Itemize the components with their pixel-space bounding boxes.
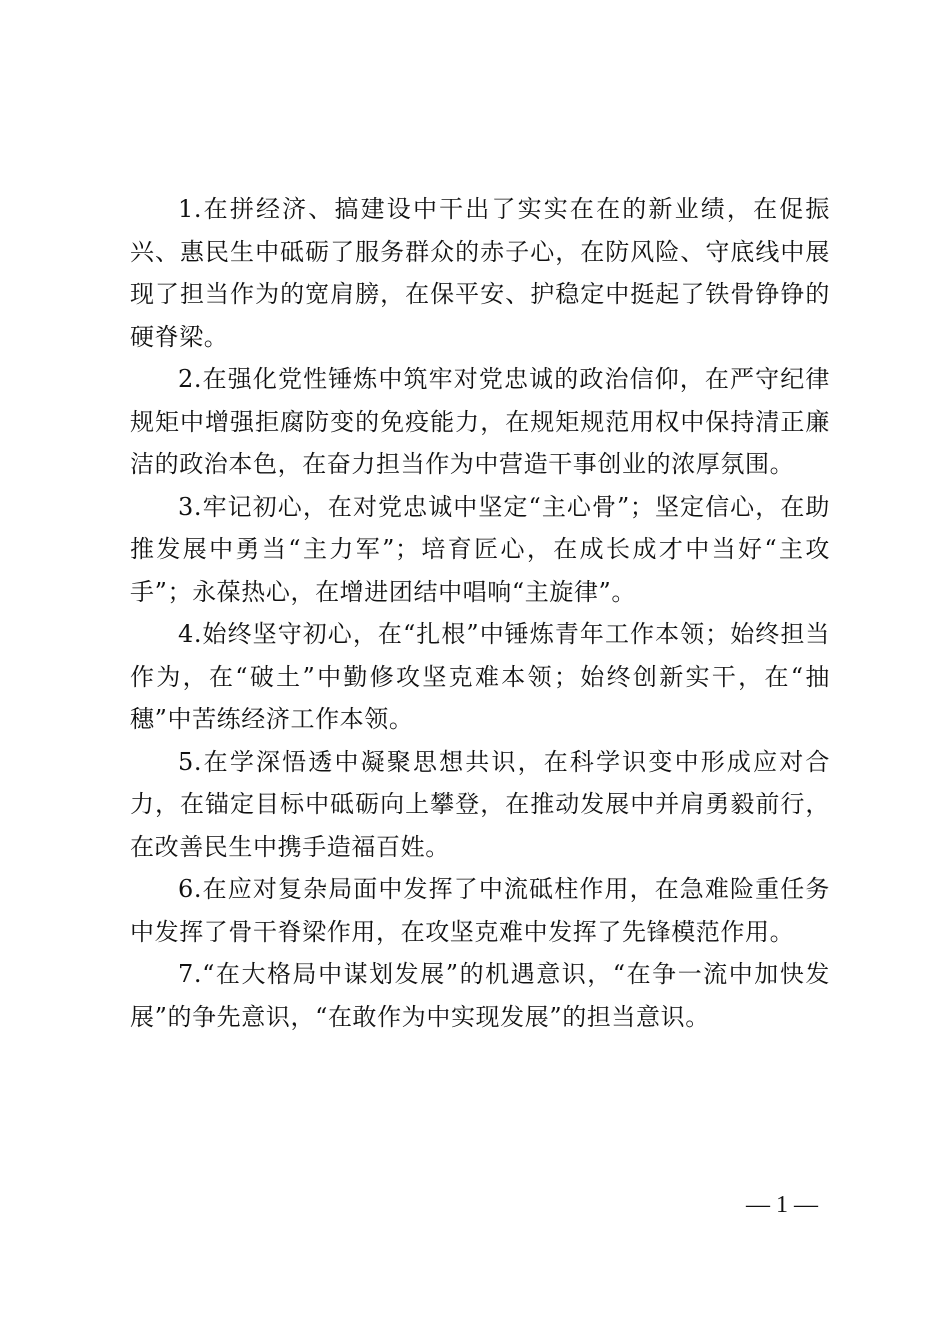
- paragraph-7: 7.“在大格局中谋划发展”的机遇意识，“在争一流中加快发展”的争先意识，“在敢作为中实现发展”的担当意识。: [130, 960, 830, 1031]
- paragraph-1: 1.在拼经济、搞建设中干出了实实在在的新业绩，在促振兴、惠民生中砥砺了服务群众的赤子心，在防风险、守底线中展现了担当作为的宽肩膀，在保平安、护稳定中挺起了铁骨铮铮的硬脊梁。: [130, 195, 830, 351]
- paragraph-5: 5.在学深悟透中凝聚思想共识，在科学识变中形成应对合力，在锚定目标中砥砺向上攀登，在推动发展中并肩勇毅前行，在改善民生中携手造福百姓。: [130, 747, 830, 861]
- document-body: [130, 188, 830, 1038]
- paragraph-6: 6.在应对复杂局面中发挥了中流砥柱作用，在急难险重任务中发挥了骨干脊梁作用，在攻坚克难中发挥了先锋模范作用。: [130, 875, 830, 946]
- paragraph-2: 2.在强化党性锤炼中筑牢对党忠诚的政治信仰，在严守纪律规矩中增强拒腐防变的免疫能力，在规矩规范用权中保持清正廉洁的政治本色，在奋力担当作为中营造干事创业的浓厚氛围。: [130, 365, 830, 478]
- page-number: — 1 —: [746, 1192, 818, 1218]
- paragraph-3: 3.牢记初心，在对党忠诚中坚定“主心骨”；坚定信心，在助推发展中勇当“主力军”；培育匠心，在成长成才中当好“主攻手”；永葆热心，在增进团结中唱响“主旋律”。: [130, 492, 830, 606]
- paragraph-4: 4.始终坚守初心，在“扎根”中锤炼青年工作本领；始终担当作为，在“破土”中勤修攻坚克难本领；始终创新实干，在“抽穗”中苦练经济工作本领。: [130, 620, 830, 733]
